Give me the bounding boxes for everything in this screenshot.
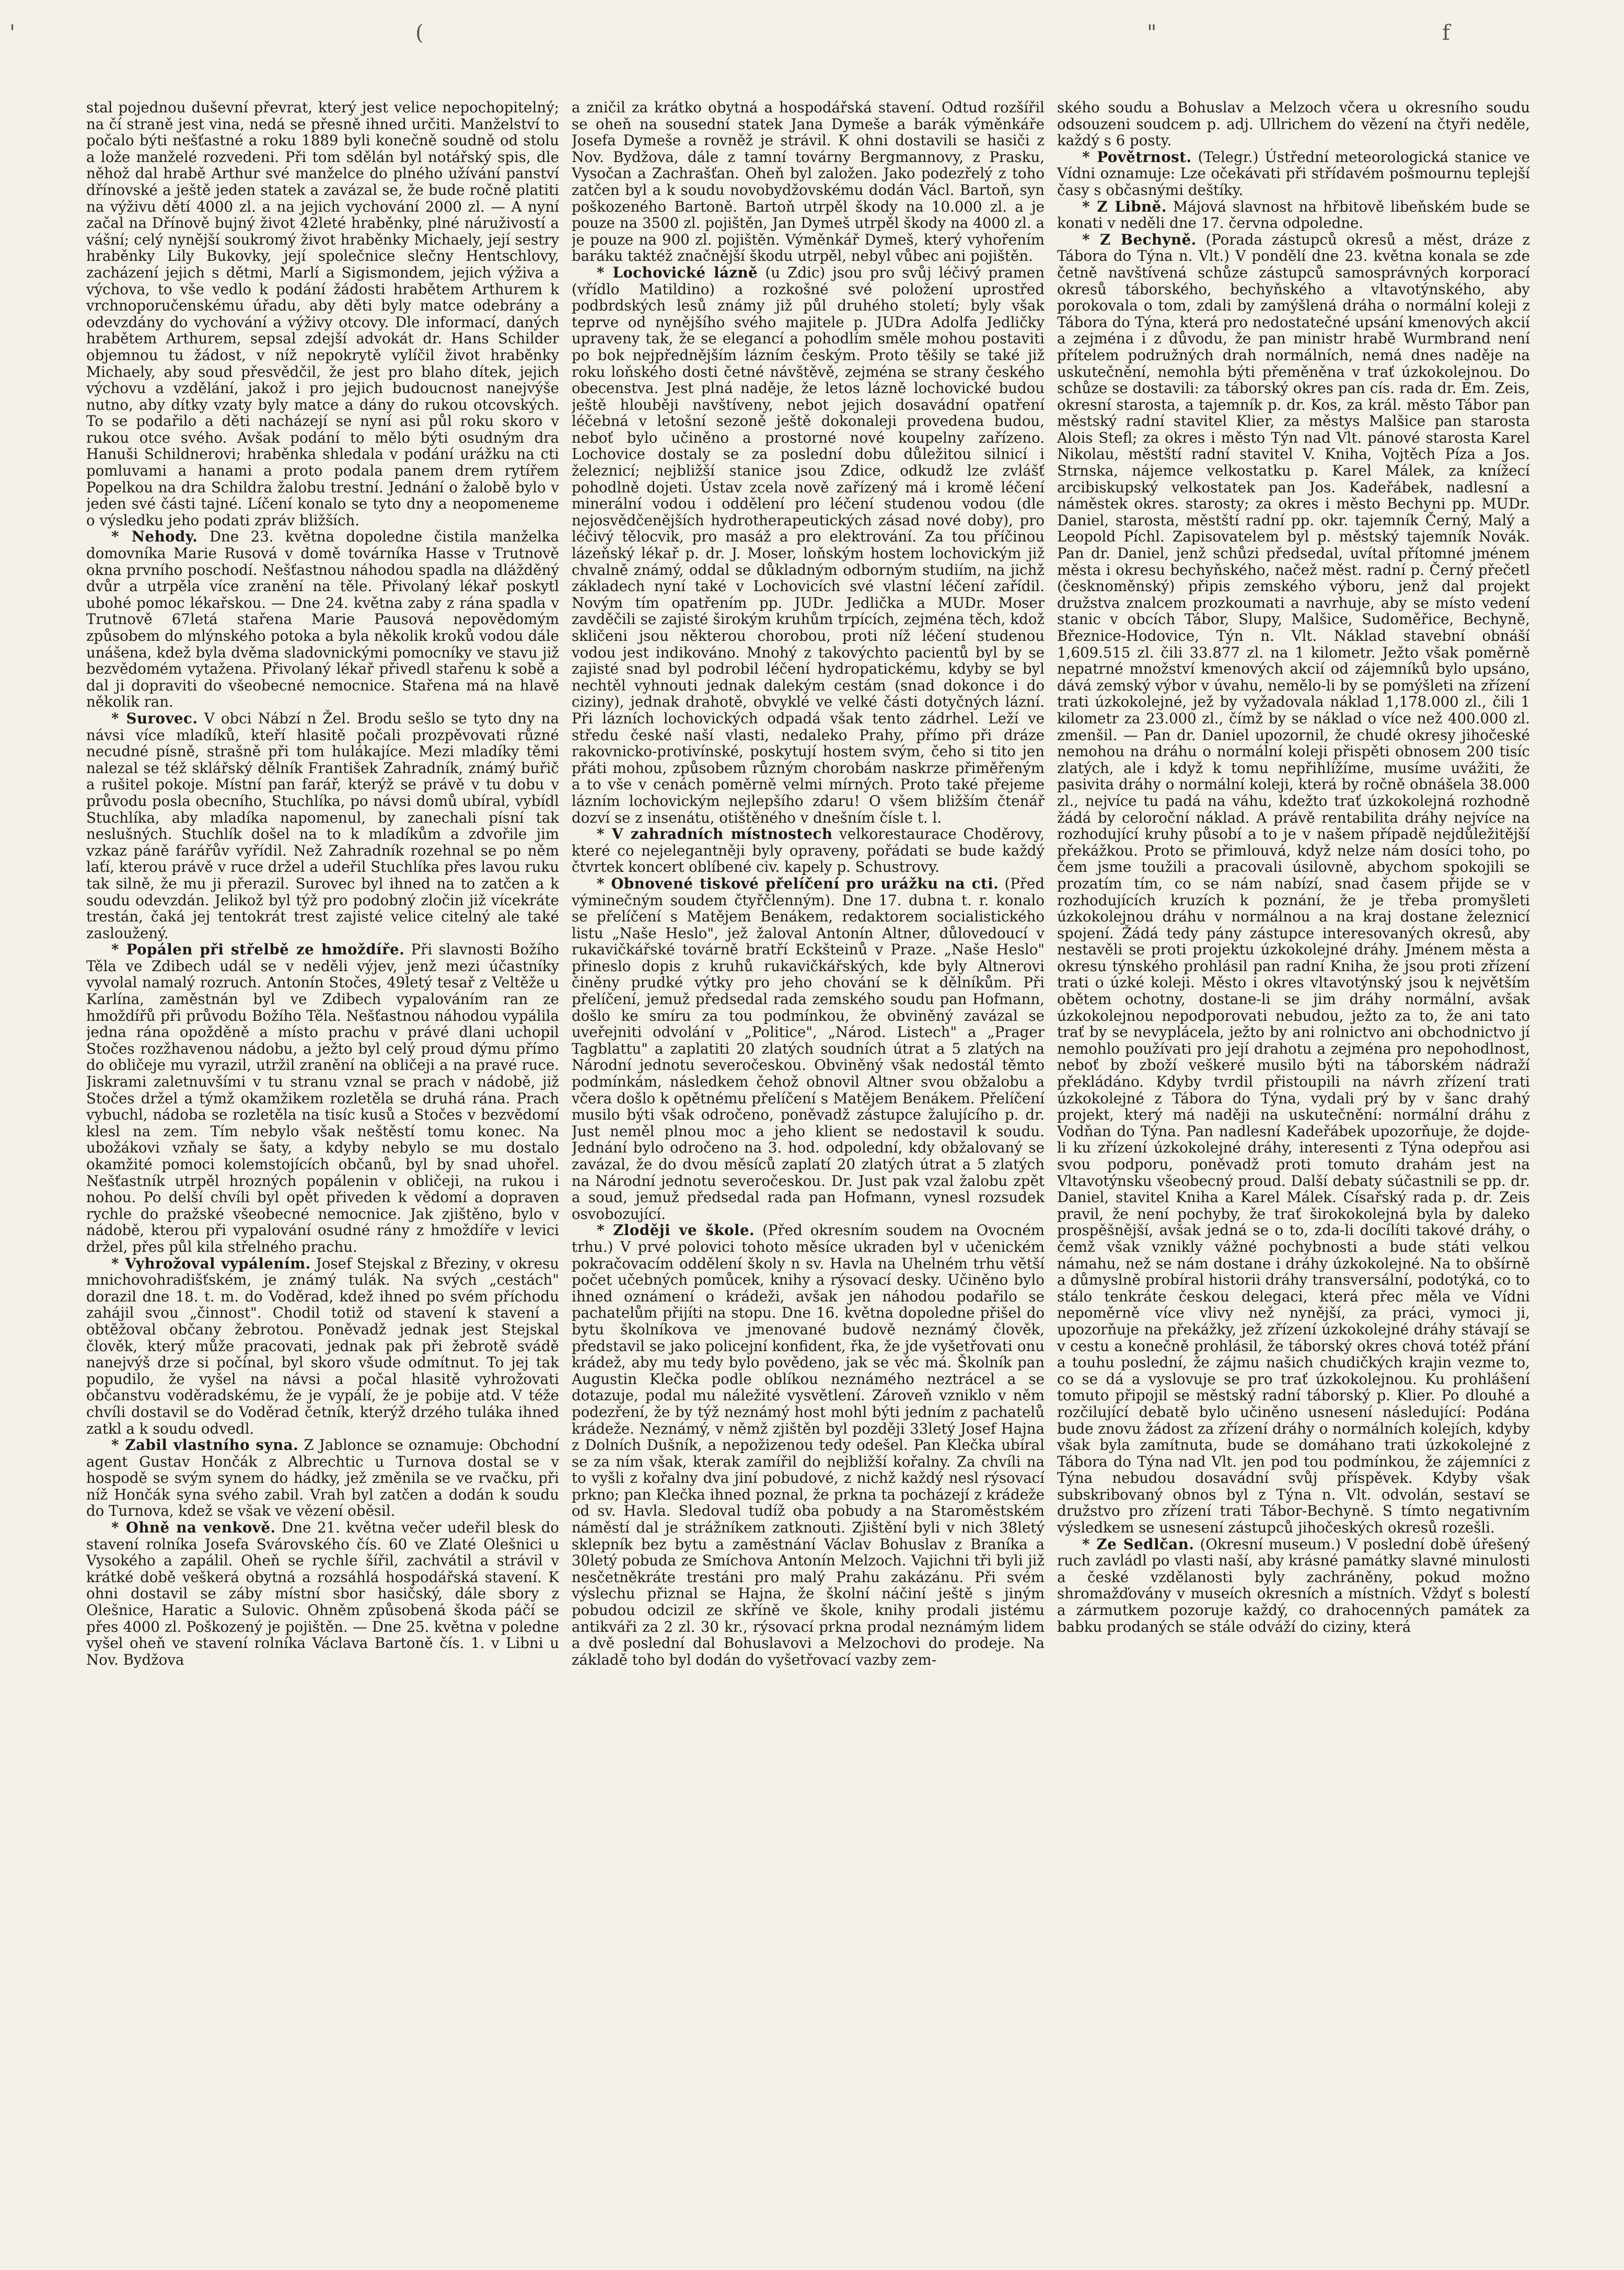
article-headline: * Ohně na venkově.: [111, 1519, 276, 1537]
article-paragraph: [86, 710, 559, 941]
article-paragraph: [86, 528, 559, 710]
column-middle: [572, 99, 1045, 2221]
top-margin-marks: [0, 21, 1624, 52]
article-text: Z Jablonce se oznamuje: Obchodní agent Gustav Hončák z Albrechtic u Turnova dostal se v hospodě se svým synem do hádky, jež změnila se ve rvačku, při níž Hončák syna svého zabil. Vrah byl zatčen a dodán k soudu do Turnova, kdež se však ve vězení oběsil.: [86, 1436, 559, 1520]
margin-mark: f: [1442, 21, 1450, 45]
article-headline: * Obnovené tiskové přelíčení pro urážku na cti.: [597, 874, 999, 892]
article-text: (Před výminečným soudem čtyřčlenným). Dne 17. dubna t. r. konalo se přelíčení s Matějem Benákem, redaktorem socialistického listu „Naše Heslo", jež žaloval Antonín Altner, důlovedoucí v rukavičkářské továrně bratří Eckšteinů v Praze. „Naše Heslo" přineslo dopis z kruhů rukavičkářských, kde byly Altnerovi činěny prudké výtky pro jeho chování se k dělníkům. Při přelíčení, jemuž předsedal rada zemského soudu pan Hofmann, došlo ke smíru za tou podmínkou, že obviněný zavázal se uveřejniti odvolání v „Politice", „Národ. Listech" a „Prager Tagblattu" a zaplatiti 20 zlatých soudních útrat a 5 zlatých na Národní jednotu severočeskou. Obviněný však nedostál těmto podmínkám, následkem čehož obnovil Altner svou obžalobu a včera došlo k opětnému přelíčení s Matějem Benákem. Přelíčení musilo býti však odročeno, poněvadž zástupce žalujícího p. dr. Just neměl plnou moc a jeho klient se nedostavil k soudu. Jednání bylo odročeno na 3. hod. odpolední, kdy obžalovaný se zavázal, že do dvou měsíců zaplatí 20 zlatých útrat a 5 zlatých na Národní jednotu severočeskou. Dr. Just pak vzal žalobu zpět a soud, jemuž předsedal rada pan Hofmann, vynesl rozsudek osvobozující.: [572, 874, 1045, 1223]
article-headline: * Povětrnost.: [1082, 148, 1192, 166]
article-paragraph: [1057, 1536, 1530, 1635]
article-headline: * Z Libně.: [1082, 198, 1167, 215]
article-paragraph: [1057, 199, 1530, 232]
margin-mark: (: [415, 21, 424, 45]
article-text: stal pojednou duševní převrat, který jest velice nepochopitelný; na čí straně jest vina, nedá se přesně ihned určiti. Manželství to počalo býti nešťastné a roku 1889 byli konečně soudně od stolu a lože manželé rozvedeni. Při tom sdělán byl notářský spis, dle něhož dal hrabě Arthur své manželce do plného užívání panství dřínovské a ještě jeden statek a zavázal se, že bude ročně platiti na výživu dětí 4000 zl. a na jejich vychování 2000 zl. — A nyní začal na Dřínově bujný život 42leté hraběnky, plné náruživostí a vášní; celý nynější soukromý život hraběnky Michaely, její sestry hraběnky Lily Bukovky, její společnice slečny Hentschlovy, zacházení jejich s dětmi, Marlí a Sigismondem, jejich výživa a výchova, to vše vedlo k podání žádosti hrabětem Arthurem k vrchnoporučenskému úřadu, aby děti byly matce odebrány a odevzdány do vychování a výživy otcovy. Dle informací, daných hrabětem Arthurem, sepsal zdejší advokát dr. Hans Schilder objemnou tu žádost, v níž nepokrytě vylíčil život hraběnky Michaely, aby soud přesvědčil, že jest pro blaho dítek, jejich výchovu a vzdělání, jakož i pro jejich budoucnost nanejvýše nutno, aby dítky vzaty byly matce a dány do rukou otcovských. To se podařilo a děti nacházejí se nyní asi půl roku skoro v rukou otce svého. Avšak podání to mělo býti osudným dra Hanuši Schildnerovi; hraběnka shledala v podání urážku na cti pomluvami a hanami a proto podala panem drem rytířem Popelkou na dra Schildra žalobu trestní. Jednání o žalobě bylo v jeden své části tajné. Líčení konalo se tyto dny a neopomeneme o výsledku jeho podati zpráv bližších.: [86, 99, 559, 529]
article-text: Dne 21. května večer udeřil blesk do stavení rolníka Josefa Svárovského čís. 60 ve Zlaté Olešnici u Vysokého a zapálil. Oheň se rychle šířil, zachvátil a strávil v krátké době veškerá obytná a rozsáhlá hospodářská stavení. K ohni dostavil se záby místní sbor hasičský, dále sbory z Olešnice, Haratic a Sulovic. Ohněm způsobená škoda páčí se přes 4000 zl. Poškozený je pojištěn. — Dne 25. května v poledne vyšel oheň ve stavení rolníka Václava Bartoně čís. 1. v Libni u Nov. Bydžova: [86, 1519, 559, 1668]
article-paragraph: [1057, 232, 1530, 1536]
article-paragraph: [572, 264, 1045, 826]
article-headline: * Lochovické lázně: [597, 263, 758, 281]
article-text: Májová slavnost na hřbitově libeňském bude se konati v neděli dne 17. června odpoledne.: [1057, 198, 1530, 232]
margin-mark: ': [9, 21, 15, 45]
article-headline: * Surovec.: [111, 709, 198, 727]
article-headline: * Z Bechyně.: [1082, 231, 1197, 248]
article-paragraph: [572, 826, 1045, 875]
article-headline: * Nehody.: [111, 528, 198, 546]
column-left: [86, 99, 559, 2221]
article-text: (Telegr.) Ústřední meteorologická stanice ve Vídni oznamuje: Lze očekávati při střídavém pošmournu teplejší časy s občasnými deštíky.: [1057, 148, 1530, 199]
article-paragraph: [1057, 149, 1530, 199]
article-text: (Okresní museum.) V poslední době úřešený ruch zavládl po vlasti naší, aby krásné památky slavné minulosti a české vzdělanosti byly zachráněny, pokud možno shromažďovány v museích okresních a místních. Vždyť s bolestí a zármutkem pozoruje každý, co drahocenných památek za babku prodaných se stále odváží do ciziny, která: [1057, 1535, 1530, 1635]
article-headline: * Ze Sedlčan.: [1082, 1535, 1194, 1553]
article-headline: * Zloději ve škole.: [597, 1222, 755, 1239]
article-headline: * V zahradních místnostech: [597, 825, 833, 843]
article-headline: * Vyhrožoval vypálením.: [111, 1254, 311, 1272]
article-text: a zničil za krátko obytná a hospodářská stavení. Odtud rozšířil se oheň na sousední statek Jana Dymeše a barák výměnkáře Josefa Dymeše a rovněž je strávil. K ohni dostavili se hasiči z Nov. Bydžova, dále z tamní továrny Bergmannovy, z Prasku, Vysočan a Zachrašťan. Oheň byl založen. Jako podezřelý z toho zatčen byl a k soudu novobydžovskému dodán Václ. Bartoň, syn poškozeného Bartoně. Bartoň utrpěl škody na 10.000 zl. a je pouze na 3500 zl. pojištěn, Jan Dymeš utrpěl škody na 4000 zl. a je pouze na 900 zl. pojištěn. Výměnkář Dymeš, který vyhořením baráku taktéž značnější škodu utrpěl, nebyl vůbec ani pojištěn.: [572, 99, 1045, 265]
article-text: Při slavnosti Božího Těla ve Zdibech udál se v neděli výjev, jenž mezi účastníky vyvolal namalý rozruch. Antonín Stočes, 49letý tesař z Veltěže u Karlína, zaměstnán byl ve Zdibech vypalováním ran ze hmoždířů při průvodu Božího Těla. Nešťastnou náhodou vypálila jedna rána opožděně a místo prachu v právé dlani uchopil Stočes rozžhavenou nádobu, a ježto byl celý proud dýmu přímo do obličeje mu vyrazil, utržil zranění na obličeji a na pravé ruce. Jiskrami zaletnuvšími v tu stranu vznal se prach v nádobě, již Stočes držel a týmž okamžikem rozletěla se druhá rána. Prach vybuchl, nádoba se rozletěla na tisíc kusů a Stočes v bezvědomí klesl na zem. Tím nebylo však neštěstí tomu konec. Na ubožákovi vzňaly se šaty, a kdyby nebylo se mu dostalo okamžité pomoci kolemstojících občanů, byl by snad uhořel. Nešťastník utrpěl hrozných popálenin v obličeji, na rukou i nohou. Po delší chvíli byl opět přiveden k vědomí a dopraven rychle do pražské všeobecné nemocnice. Jak zjištěno, bylo v nádobě, kterou při vypalování osudné rány z hmoždíře v levici držel, přes půl kila střelného prachu.: [86, 941, 559, 1255]
article-paragraph: [86, 1437, 559, 1519]
margin-mark: ": [1147, 21, 1157, 45]
article-paragraph: [572, 875, 1045, 1222]
article-paragraph: [572, 99, 1045, 264]
article-paragraph: [86, 941, 559, 1255]
article-headline: * Zabil vlastního syna.: [111, 1436, 299, 1454]
article-paragraph: [86, 1519, 559, 1668]
article-text: V obci Nábzí n Žel. Brodu sešlo se tyto dny na návsi více mladíků, kteří hlasitě počali prozpěvovati různé necudné písně, strašně při tom hulákajíce. Mezi mladíky těmi nalezal se též sklářský dělník František Zahradník, známý buřič a rušitel pokoje. Místní pan farář, kterýž se právě v tu dobu v průvodu posla obecního, Stuchlíka, po návsi domů ubíral, vybídl Stuchlíka, aby mladíka napomenul, by zanechali písní tak neslušných. Stuchlík došel na to k mladíkům a zdvořile jim vzkaz páně farářův vyřídil. Než Zahradník rozehnal se po něm laťí, kterou právě v ruce držel a udeřil Stuchlíka přes lavou ruku tak silně, že mu ji přerazil. Surovec byl ihned na to zatčen a k soudu odevzdán. Jelikož byl týž pro podobný zločin již vícekráte trestán, čaká jej tentokrát trest zajisté velice citelný ale také zasloužený.: [86, 709, 559, 942]
column-right: [1057, 99, 1530, 2221]
article-paragraph: [86, 99, 559, 528]
article-text: velkorestaurace Choděrovy, které co nejelegantněji byly opraveny, pořádati se bude každý čtvrtek koncert oblíbené civ. kapely p. Schustrovy.: [572, 825, 1045, 876]
article-text: (u Zdic) jsou pro svůj léčivý pramen (vřídlo Matildino) a rozkošné své položení uprostřed podbrdských lesů známy již půl druhého století; byly však teprve od nynějšího svého majitele p. JUDra Adolfa Jedličky upraveny tak, že se elegancí a pohodlím směle mohou postaviti po bok nejpřednějším lázním českým. Proto těšily se také již roku loňského dosti četné návštěvě, zejména se strany českého obecenstva. Jest plná naděje, že letos lázně lochovické budou ještě hlouběji navštíveny, nebot jejich dosavádní opatření léčebná v letošní sezoně ještě dokonaleji provedena budou, neboť bylo učiněno a prostorné nové koupelny zařízeno. Lochovice dostaly se za poslední dobu důležitou silnicí i železnicí; nejbližší stanice jsou Zdice, odkudž lze zvlášť pohodlně dojeti. Ústav zcela nově zařízený má i kromě léčení minerální vodou i oddělení pro léčení studenou vodou (dle nejosvědčenějších hydrotherapeutických zásad nové doby), pro léčivý tělocvik, pro masáž a pro elektrování. Za tou příčinou lázeňský lékař p. dr. J. Moser, loňským hostem lochovickým již chvalně známý, oddal se důkladným odborným studiím, na jichž základech nyní také v Lochovicích své vlastní léčení zařídil. Novým tím opatřením pp. JUDr. Jedlička a MUDr. Moser zavděčili se zajisté širokým kruhům trpících, zejména těch, kdož skličeni jsou některou chorobou, proti níž léčení studenou vodou jest indikováno. Mnohý z takovýchto pacientů byl by se zajisté snad byl podrobil léčení hydropatickému, kdyby se byl nechtěl vyhnouti jednak dalekým cestám (snad dokonce i do ciziny), jednak drahotě, obvyklé ve velké části dotyčných lázní. Při lázních lochovických odpadá však tento zádrhel. Leží ve středu české naší vlasti, nedaleko Prahy, přímo při dráze rakovnicko-protivínské, poskytují hostem svým, čeho si tito jen přáti mohou, způsobem různým chorobám naskrze přiměřeným a to vše v cenách poměrně velmi mírných. Proto také přejeme lázním lochovickým nejlepšího zdaru! O všem bližším čtenář dozví se z insenátu, otištěného v dnešním čísle t. l.: [572, 263, 1045, 826]
article-paragraph: [86, 1255, 559, 1437]
article-headline: * Popálen při střelbě ze hmoždíře.: [111, 941, 405, 959]
article-paragraph: [1057, 99, 1530, 149]
article-paragraph: [572, 1222, 1045, 1668]
article-text: (Před okresním soudem na Ovocném trhu.) V prvé polovici tohoto měsíce ukraden byl v učenickém pokračovacím oddělení školy n sv. Havla na Uhelném trhu větší počet učebných pomůcek, knihy a rýsovací desky. Učiněno bylo ihned oznámení o krádeži, avšak jen náhodou podařilo se pachatelům přijíti na stopu. Dne 16. května dopoledne přišel do bytu školníkova ve jmenované budově neznámý člověk, představil se jako policejní konfident, řka, že jde vyšetřovati onu krádež, aby mu tedy bylo povědeno, jak se věc má. Školník pan Augustin Klečka podle oblíkou neznámého neztrácel a se dotazuje, podal mu náležité vysvětlení. Zároveň vzniklo v něm podezření, že by týž neznámý host mohl býti jedním z pachatelů krádeže. Neznámý, v němž zjištěn byl později 33letý Josef Hajna z Dolních Dušník, a nepožizenou tedy odešel. Pan Klečka ubíral se za ním však, kterak zamířil do nejbližší kořalny. Za chvíli na to vyšli z kořalny dva jiní pobudové, z nichž každý nesl rýsovací prkno; pan Klečka ihned poznal, že prkna ta pocházejí z krádeže od sv. Havla. Sledoval tudíž oba pobudy a na Staroměstském náměstí dal je strážníkem zatknouti. Zjištění byli v nich 38letý sklepník bez bytu a zaměstnání Václav Bohuslav z Braníka a 30letý pobuda ze Smíchova Antonín Melzoch. Vajichni tři byli již nesčetněkráte trestáni pro malý Prahu zakázánu. Při svém výslechu přiznal se Hajna, že školní náčiní ještě s jiným pobudou odcizil ze skříně ve škole, knihy prodali jistému antikváři za 2 zl. 30 kr., rýsovací prkna prodal neznámým lidem a dvě poslední dal Bohuslavovi a Melzochovi do prodeje. Na základě toho byl dodán do vyšetřovací vazby zem-: [572, 1222, 1045, 1668]
article-text: ského soudu a Bohuslav a Melzoch včera u okresního soudu odsouzeni soudcem p. adj. Ullrichem do vězení na čtyři neděle, každý s 6 posty.: [1057, 99, 1530, 149]
article-text: Josef Stejskal z Březiny, v okresu mnichovohradišťském, je známý tulák. Na svých „cestách" dorazil dne 18. t. m. do Voděrad, kdež ihned po svém příchodu zahájil svou „činnost". Chodil totiž od stavení k stavení a obtěžoval občany žebrotou. Poněvadž jednak jest Stejskal člověk, který může pracovati, jednak pak při žebrotě svádě nanejvýš drze si počínal, byl skoro všude odmítnut. To jej tak popudilo, že vyšel na návsi a počal hlasitě vyhrožovati občanstvu voděradskému, že je vypálí, že je pobije atd. V téže chvíli dostavil se do Voděrad četník, kterýž drzého tuláka ihned zatkl a k soudu odvedl.: [86, 1254, 559, 1437]
text-columns: [86, 99, 1556, 2221]
article-text: (Porada zástupců okresů a měst, dráze z Tábora do Týna n. Vlt.) V pondělí dne 23. května konala se zde četně navštívená schůze zástupců samosprávných korporací okresů táborského, bechyňského a vltavotýnského, aby porokovala o tom, zdali by zamýšlená dráha o normální koleji z Tábora do Týna, která pro nedostatečné upsání kmenových akcií a zejména i z důvodu, že pan ministr hrabě Wurmbrand není přítelem podružných drah normálních, nemá dnes naděje na uskutečnění, nemohla býti přeměněna v trať úzkokolejnou. Do schůze se dostavili: za táborský okres pan cís. rada dr. Em. Zeis, okresní starosta, a tajemník p. dr. Kos, za král. město Tábor pan městský radní stavitel Klier, za městys Malšice pan starosta Alois Stefl; za okres i město Týn nad Vlt. pánové starosta Karel Nikolau, městští radní stavitel V. Kniha, Vojtěch Píza a Jos. Strnska, nájemce velkostatku p. Karel Málek, za knížecí arcibiskupský velkostatek pan Jos. Kadeřábek, nadlesní a náměstek okres. starosty; za okres i město Bechyni pp. MUDr. Daniel, starosta, městští radní pp. okr. tajemník Černý, Malý a Leopold Píchl. Zapisovatelem byl p. městský tajemník Novák. Pan dr. Daniel, jenž schůzi předsedal, uvítal přítomné jménem města i okresu bechyňského, načež měst. radní p. Černý přečetl (česknoměnský) připis zemského výboru, jenž dal projekt družstva znalcem prozkoumati a navrhuje, aby se místo vedení stanic v obcích Tábor, Slupy, Malšice, Sudoměřice, Bechyně, Březnice-Hodovice, Týn n. Vlt. Náklad stavební obnáší 1,609.515 zl. čili 33.877 zl. na 1 kilometr. Ježto však poměrně nepatrné množství kmenových akcií od zájemníků bylo upsáno, dává zemský výbor v úvahu, nemělo-li by se pomýšleti na zřízení trati úzkokolejné, jež by vyžadovala náklad 1,178.000 zl., čili 1 kilometr za 23.000 zl., čímž by se náklad o více než 400.000 zl. zmenšil. — Pan dr. Daniel upozornil, že chudé okresy jihočeské nemohou na dráhu o normální koleji přispěti obnosem 200 tisíc zlatých, ale i když k tomu nepřihlížíme, musíme uvážiti, že pasivita dráhy o normální koleji, která by ročně obnášela 38.000 zl., nejvíce tu padá na váhu, kdežto trať úzkokolejná rozhodně žádá by celoroční náklad. A právě rentabilita dráhy nejvíce na rozhodující kruhy působí a to je v našem případě nejdůležitější překážkou. Proto se přimlouvá, když nelze nám dosíci toho, po čem jsme toužili a pracovali úsilovně, abychom spokojili se prozatím tím, co se nám nabízí, snad časem přijde se v rozhodujících kruzích k poznání, že je třeba promyšleti úzkokolejnou dráhu v normálnou a na kraj dostane železnicí spojení. Žádá tedy pány zástupce interesovaných okresů, aby nestavěli se proti projektu úzkokolejné dráhy. Jménem města a okresu týnského prohlásil pan radní Kniha, že jsou proti zřízení trati o úzké koleji. Město i okres vltavotýnský jsou k největším obětem ochotny, dostane-li se jim dráhy normální, avšak úzkokolejnou nepodporovati nebudou, ježto za to, že ani tato trať by se nevyplácela, ježto by ani rolnictvo ani obchodnictvo jí nemohlo používati pro její drahotu a zejména pro nepohodlnost, neboť by zboží veškeré musilo býti na táborském nádraží překládáno. Kdyby tvrdil přistoupili na návrh zřízení trati úzkokolejné z Tábora do Týna, vydali prý by v šanc drahý projekt, který má naději na uskutečnění: normální dráhu z Vodňan do Týna. Pan nadlesní Kadeřábek upozorňuje, že dojde-li ku zřízení úzkokolejné dráhy, interesenti z Týna odepřou asi svou podporu, poněvadž proti tomuto drahám jest na Vltavotýnsku všeobecný proud. Další debaty súčastnili se pp. dr. Daniel, stavitel Kniha a Karel Málek. Císařský rada p. dr. Zeis pravil, že není pochyby, že trať širokokolejná byla by daleko prospěšnější, avšak jedná se o to, zda-li docílíti takové dráhy, o čemž však vznikly vážné pochybnosti a bude státi velkou námahu, než se nám dostane i dráhy úzkokolejné. Na to obšírně a důmyslně probíral historii dráhy transversální, podotýká, co to stálo tenkráte českou delegaci, která přec měla ve Vídni nepoměrně více vlivy než nynější, za práci, vymoci ji, upozorňuje na překážky, jež zřízení úzkokolejné dráhy stávají se v cestu a konečně prohlásil, že táborský okres chová totéž přání a touhu poslední, že zájmu našich chudičkých krajin vezme to, co se dá a vyslovuje se pro trať úzkokolejnou. Ku prohlášení tomuto připojil se městský radní táborský p. Klier. Po dlouhé a rozčilující debatě bylo učiněno usnesení následující: Podána bude znovu žádost za zřízení dráhy o normálních kolejích, kdyby však byla zamítnuta, bude se domáhano trati úzkokolejné z Tábora do Týna nad Vlt. jen pod tou podmínkou, že zájemníci z Týna nebudou dosavádní svůj příspěvek. Kdyby však subskribovaný obnos byl z Týna n. Vlt. odvolán, sestaví se družstvo pro zřízení trati Tábor-Bechyně. S tímto negativním výsledkem se usnesení zástupců jihočeských okresů rozešli.: [1057, 231, 1530, 1537]
article-text: Dne 23. května dopoledne čistila manželka domovníka Marie Rusová v domě továrníka Hasse v Trutnově okna prvního poschodí. Nešťastnou náhodou spadla na dlážděný dvůr a utrpěla více zranění na těle. Přivolaný lékař poskytl ubohé pomoc lékařskou. — Dne 24. května zaby z rána spadla v Trutnově 67letá stařena Marie Pausová nepovědomým způsobem do mlýnského potoka a byla několik kroků vodou dále unášena, kdež byla dvěma sladovnickými pomocníky ve stavu již bezvědomém vytažena. Přivolaný lékař přivedl stařenu k sobě a dal ji dopraviti do všeobecné nemocnice. Stařena má na hlavě několik ran.: [86, 528, 559, 711]
